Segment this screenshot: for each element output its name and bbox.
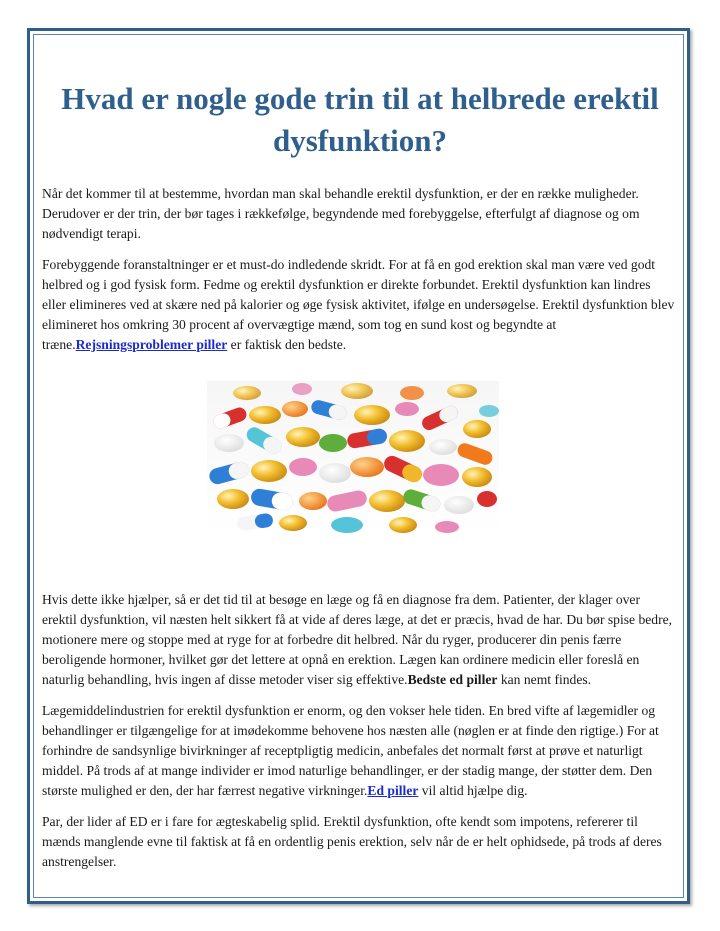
pills-photo-icon xyxy=(207,381,499,535)
paragraph-industry xyxy=(42,701,678,801)
ed-piller-link[interactable]: Ed piller xyxy=(367,783,419,798)
bedste-ed-piller-text: Bedste ed piller xyxy=(407,672,498,687)
pills-photo xyxy=(207,381,499,535)
paragraph-prevention-text: Forebyggende foranstaltninger er et must-do indledende skridt. For at få en god erektion skal man være ved godt helbred og i god fysisk form. Fedme og erektil dysfunktion er direkte forbundet. Erektil dysfunktion kan lindres eller elimineres ved at skære ned på kalorier og øge fysisk aktivitet, ifølge en undersøgelse. Erektil dysfunktion blev elimineret hos omkring 30 procent af overvægtige mænd, som tog en sund kost og begyndte at træne. xyxy=(42,257,675,352)
paragraph-industry-after: vil altid hjælpe dig. xyxy=(418,783,528,798)
paragraph-prevention xyxy=(42,255,678,355)
image-spacer xyxy=(42,535,678,590)
page-title: Hvad er nogle gode trin til at helbrede erektil dysfunktion? xyxy=(61,81,659,158)
paragraph-diagnosis-text: Hvis dette ikke hjælper, så er det tid til at besøge en læge og få en diagnose fra dem. Patienter, der klager over erektil dysfunktion, vil næsten helt sikkert få at vide af deres læge, at det er præcis, hvad de har. Du bør spise bedre, motionere mere og stoppe med at ryge for at forbedre dit helbred. Når du ryger, producerer din penis færre beroligende hormoner, hvilket gør det lettere at opnå en erektion. Lægen kan ordinere medicin eller foreslå en naturlig behandling, hvis ingen af disse metoder viser sig effektive. xyxy=(42,592,673,687)
rejsningsproblemer-piller-link[interactable]: Rejsningsproblemer piller xyxy=(75,337,228,352)
paragraph-diagnosis-after: kan nemt findes. xyxy=(497,672,592,687)
paragraph-prevention-after: er faktisk den bedste. xyxy=(227,337,347,352)
paragraph-industry-text: Lægemiddelindustrien for erektil dysfunktion er enorm, og den vokser hele tiden. En bred vifte af lægemidler og behandlinger er tilgængelige for at imødekomme behovene hos næsten alle (nøglen er at finde den rigtige.) For at forhindre de sandsynlige bivirkninger af receptpligtig medicin, anbefales det normalt først at prøve et naturligt middel. På trods af at mange individer er imod naturlige behandlinger, er der stadig mange, der støtter dem. Den største mulighed er den, der har færrest negative virkninger. xyxy=(42,703,659,798)
document-body xyxy=(42,40,678,872)
paragraph-intro: Når det kommer til at bestemme, hvordan man skal behandle erektil dysfunktion, er der en række muligheder. Derudover er der trin, der bør tages i rækkefølge, begyndende med forebyggelse, efterfulgt af diagnose og om nødvendigt terapi. xyxy=(42,186,640,241)
paragraph-couples: Par, der lider af ED er i fare for ægteskabelig splid. Erektil dysfunktion, ofte kendt som impotens, refererer til mænds manglende evne til faktisk at få en ordentlig penis erektion, selv når de er helt ophidsede, på trods af deres anstrengelser. xyxy=(42,814,662,869)
paragraph-diagnosis xyxy=(42,590,678,690)
